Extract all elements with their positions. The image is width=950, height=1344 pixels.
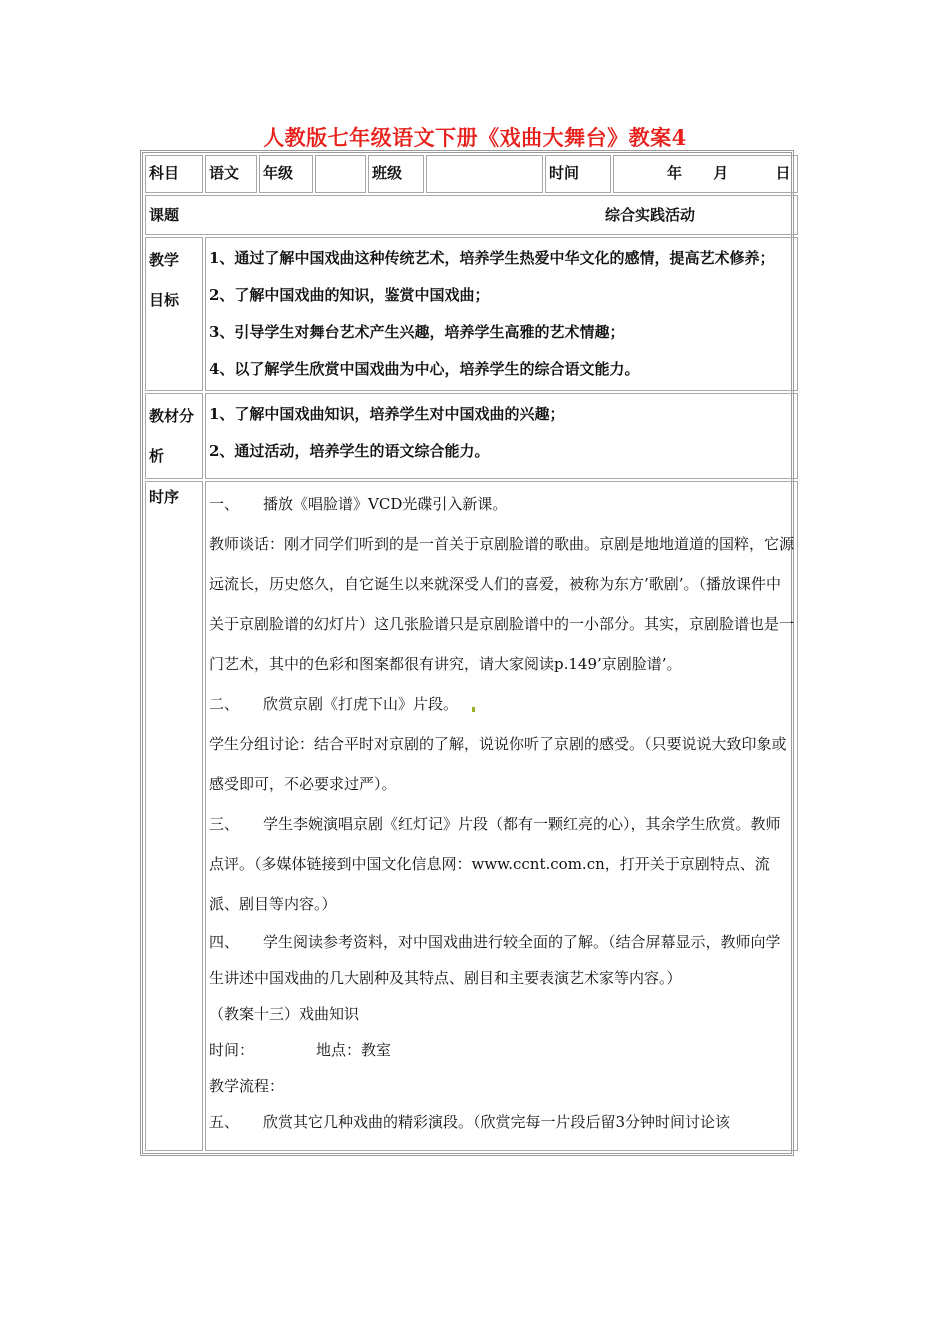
sequence-row — [145, 481, 798, 1151]
date-year: 年 — [667, 164, 683, 182]
sequence-content — [205, 481, 798, 1151]
step-5: 五、 欣赏其它几种戏曲的精彩演段。（欣赏完每一片段后留3分钟时间讨论该 — [209, 1113, 731, 1131]
time-place-line: 时间： 地点：教室 — [209, 1041, 392, 1059]
step-3: 三、 学生李婉演唱京剧《红灯记》片段（都有一颗红亮的心），其余学生欣赏。教师点评。（多媒体链接到中国文化信息网：www.ccnt.com.cn，打开关于京剧特点、流派、剧目等内容。） — [209, 815, 781, 913]
header-row — [145, 155, 798, 193]
goal-item: 1、通过了解中国戏曲这种传统艺术，培养学生热爱中华文化的感情，提高艺术修养； — [209, 249, 775, 267]
lesson-subtitle: （教案十三）戏曲知识 — [209, 1005, 360, 1023]
step-2-body: 学生分组讨论：结合平时对京剧的了解，说说你听了京剧的感受。（只要说说大致印象或感受即可，不必要求过严）。 — [209, 735, 787, 793]
date-month: 月 — [713, 164, 729, 182]
grade-label: 年级 — [259, 155, 313, 193]
step-1-body: 教师谈话：刚才同学们听到的是一首关于京剧脸谱的歌曲。京剧是地地道道的国粹，它源远流长，历史悠久，自它诞生以来就深受人们的喜爱，被称为东方’歌剧’。（播放课件中关于京剧脸谱的幻灯片）这几张脸谱只是京剧脸谱中的一小部分。其实，京剧脸谱也是一门艺术，其中的色彩和图案都很有讲究，请大家阅读p.149’京剧脸谱’。 — [209, 535, 795, 673]
document-title: 人教版七年级语文下册《戏曲大舞台》教案4 — [263, 125, 687, 150]
material-item: 1、了解中国戏曲知识，培养学生对中国戏曲的兴趣； — [209, 405, 565, 423]
step-1: 一、 播放《唱脸谱》VCD光碟引入新课。 — [209, 495, 508, 513]
sequence-label: 时序 — [145, 481, 203, 1151]
goals-content — [205, 237, 798, 391]
time-label: 时间 — [545, 155, 611, 193]
goal-item: 2、了解中国戏曲的知识，鉴赏中国戏曲； — [209, 286, 490, 304]
goal-item: 4、以了解学生欣赏中国戏曲为中心，培养学生的综合语文能力。 — [209, 360, 640, 378]
class-label: 班级 — [368, 155, 424, 193]
topic-row — [145, 195, 798, 235]
date-day: 日 — [775, 164, 791, 182]
goals-row — [145, 237, 798, 391]
material-item: 2、通过活动，培养学生的语文综合能力。 — [209, 442, 490, 460]
green-mark — [472, 707, 475, 712]
topic-value: 综合实践活动 — [605, 206, 696, 224]
topic-label: 课题 — [149, 206, 180, 224]
class-value — [426, 155, 543, 193]
flow-label: 教学流程： — [209, 1077, 285, 1095]
materials-content — [205, 393, 798, 479]
subject-value: 语文 — [205, 155, 257, 193]
materials-row — [145, 393, 798, 479]
materials-label: 教材分 析 — [145, 393, 203, 479]
subject-label: 科目 — [145, 155, 203, 193]
lesson-plan-table — [140, 150, 794, 1156]
goal-item: 3、引导学生对舞台艺术产生兴趣，培养学生高雅的艺术情趣； — [209, 323, 625, 341]
step-2: 二、 欣赏京剧《打虎下山》片段。 — [209, 684, 794, 724]
step-4: 四、 学生阅读参考资料，对中国戏曲进行较全面的了解。（结合屏幕显示，教师向学生讲述中国戏曲的几大剧种及其特点、剧目和主要表演艺术家等内容。） — [209, 933, 781, 987]
goals-label: 教学 目标 — [145, 237, 203, 391]
grade-value — [315, 155, 366, 193]
date-value — [613, 155, 798, 193]
